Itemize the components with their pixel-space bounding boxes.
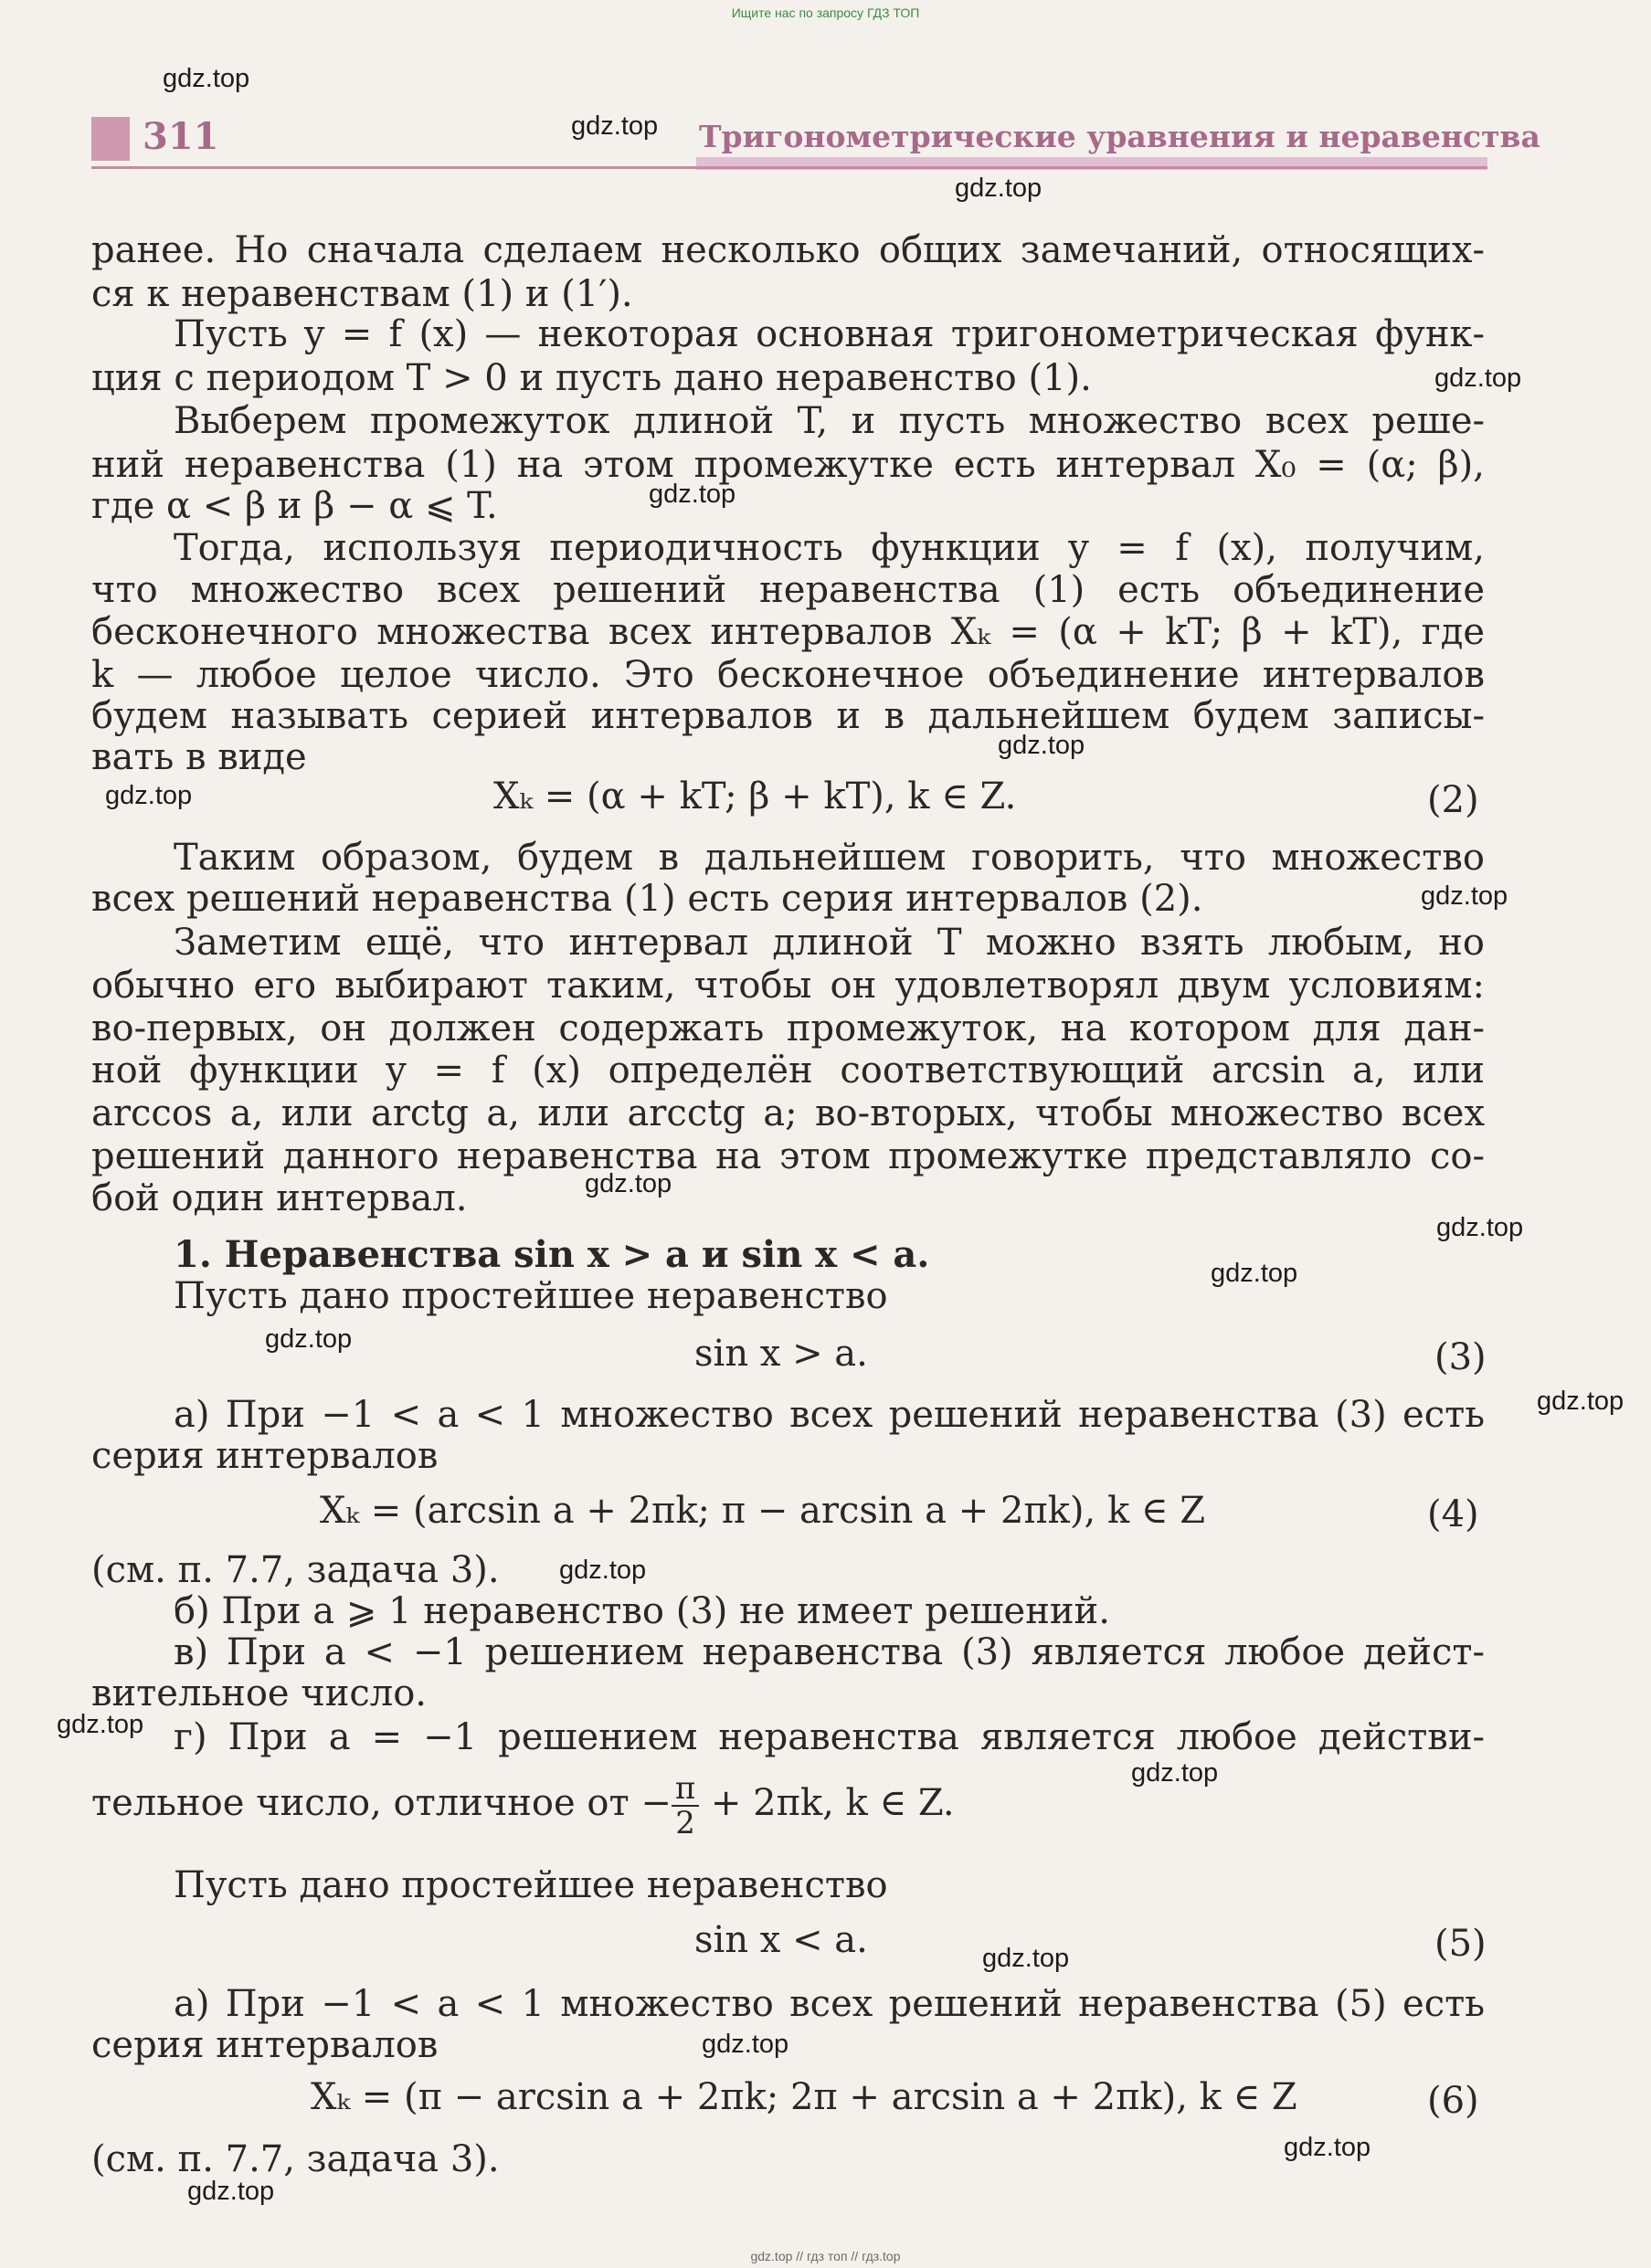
- text-line: Пусть y = f (x) — некоторая основная тригонометрическая функ-: [174, 313, 1485, 355]
- text-line: бесконечного множества всех интервалов Xₖ = (α + kT; β + kT), где: [91, 611, 1485, 653]
- watermark: gdz.top: [57, 1710, 144, 1739]
- watermark: gdz.top: [702, 2030, 789, 2059]
- text-line: ной функции y = f (x) определён соответствующий arcsin a, или: [91, 1050, 1485, 1092]
- text-line: (см. п. 7.7, задача 3).: [91, 1549, 500, 1591]
- text-fragment: + 2πk, k ∈ Z.: [699, 1782, 955, 1824]
- text-line: а) При −1 < a < 1 множество всех решений неравенства (5) есть: [174, 1983, 1485, 2025]
- text-line: Таким образом, будем в дальнейшем говорить, что множество: [174, 837, 1485, 879]
- watermark: gdz.top: [187, 2177, 275, 2206]
- watermark: gdz.top: [955, 174, 1042, 203]
- text-line: ся к неравенствам (1) и (1′).: [91, 273, 633, 315]
- equation-3-number: (3): [1434, 1336, 1487, 1378]
- text-line: ция с периодом T > 0 и пусть дано неравенство (1).: [91, 357, 1092, 399]
- text-line: где α < β и β − α ⩽ T.: [91, 485, 498, 527]
- text-line: ний неравенства (1) на этом промежутке есть интервал X₀ = (α; β),: [91, 444, 1485, 486]
- text-line: вительное число.: [91, 1672, 428, 1714]
- text-line: Заметим ещё, что интервал длиной T можно взять любым, но: [174, 922, 1485, 964]
- watermark: gdz.top: [1211, 1259, 1298, 1288]
- text-line: Выберем промежуток длиной T, и пусть множество всех реше-: [174, 400, 1485, 442]
- equation-5-number: (5): [1434, 1923, 1487, 1965]
- text-line: б) При a ⩾ 1 неравенство (3) не имеет решений.: [174, 1590, 1110, 1632]
- text-line: серия интервалов: [91, 1435, 439, 1477]
- equation-4: Xₖ = (arcsin a + 2πk; π − arcsin a + 2πk), k ∈ Z: [320, 1490, 1206, 1532]
- watermark: gdz.top: [559, 1556, 647, 1585]
- text-line: обычно его выбирают таким, чтобы он удовлетворял двум условиям:: [91, 965, 1485, 1007]
- text-line: Пусть дано простейшее неравенство: [174, 1275, 888, 1317]
- text-line: ранее. Но сначала сделаем несколько общих замечаний, относящих-: [91, 229, 1485, 271]
- text-line: Тогда, используя периодичность функции y = f (x), получим,: [174, 527, 1485, 569]
- watermark: gdz.top: [1131, 1758, 1219, 1788]
- page-number: 311: [143, 115, 219, 158]
- fraction-numerator: π: [672, 1772, 699, 1807]
- text-line: всех решений неравенства (1) есть серия интервалов (2).: [91, 878, 1203, 920]
- equation-5: sin x < a.: [694, 1919, 868, 1961]
- text-line: г) При a = −1 решением неравенства является любое действи-: [174, 1716, 1485, 1758]
- page-number-marker: [91, 117, 130, 161]
- text-line: во-первых, он должен содержать промежуток, на котором для дан-: [91, 1007, 1485, 1050]
- watermark: gdz.top: [1537, 1387, 1625, 1416]
- equation-6-number: (6): [1427, 2080, 1479, 2122]
- text-line: (см. п. 7.7, задача 3).: [91, 2138, 500, 2180]
- watermark: gdz.top: [265, 1324, 353, 1354]
- top-note: Ищите нас по запросу ГДЗ ТОП: [731, 5, 920, 20]
- text-line: серия интервалов: [91, 2024, 439, 2066]
- header-rule: [91, 166, 1487, 169]
- fraction-denominator: 2: [675, 1805, 695, 1841]
- watermark: gdz.top: [1421, 881, 1508, 911]
- watermark: gdz.top: [105, 781, 193, 810]
- running-header: Тригонометрические уравнения и неравенства: [699, 119, 1540, 154]
- text-line: k — любое целое число. Это бесконечное объединение интервалов: [91, 654, 1485, 696]
- bottom-note: gdz.top // гдз топ // гдз.top: [750, 2249, 901, 2263]
- text-line: в) При a < −1 решением неравенства (3) является любое дейст-: [174, 1631, 1485, 1673]
- text-line: Пусть дано простейшее неравенство: [174, 1864, 888, 1906]
- equation-3: sin x > a.: [694, 1333, 868, 1375]
- equation-2-number: (2): [1427, 779, 1479, 821]
- text-line: arccos a, или arctg a, или arcctg a; во-вторых, чтобы множество всех: [91, 1092, 1485, 1134]
- text-line: вать в виде: [91, 736, 307, 778]
- watermark: gdz.top: [998, 731, 1085, 760]
- watermark: gdz.top: [1436, 1213, 1524, 1242]
- text-line: решений данного неравенства на этом промежутке представляло со-: [91, 1135, 1485, 1177]
- text-line: [91, 1772, 955, 1840]
- text-line: что множество всех решений неравенства (1) есть объединение: [91, 569, 1485, 611]
- watermark: gdz.top: [571, 111, 659, 141]
- watermark: gdz.top: [982, 1944, 1070, 1973]
- text-line: будем называть серией интервалов и в дальнейшем будем записы-: [91, 695, 1485, 737]
- section-heading: 1. Неравенства sin x > a и sin x < a.: [174, 1233, 930, 1276]
- fraction: [672, 1772, 699, 1840]
- equation-6: Xₖ = (π − arcsin a + 2πk; 2π + arcsin a + 2πk), k ∈ Z: [311, 2076, 1297, 2118]
- watermark: gdz.top: [649, 480, 736, 509]
- text-line: бой один интервал.: [91, 1177, 468, 1219]
- text-fragment: тельное число, отличное от −: [91, 1782, 672, 1824]
- watermark: gdz.top: [1284, 2133, 1371, 2162]
- text-line: а) При −1 < a < 1 множество всех решений неравенства (3) есть: [174, 1394, 1485, 1436]
- equation-2: Xₖ = (α + kT; β + kT), k ∈ Z.: [493, 775, 1017, 818]
- watermark: gdz.top: [163, 64, 250, 93]
- equation-4-number: (4): [1427, 1493, 1479, 1535]
- watermark: gdz.top: [585, 1169, 672, 1198]
- watermark: gdz.top: [1434, 364, 1522, 393]
